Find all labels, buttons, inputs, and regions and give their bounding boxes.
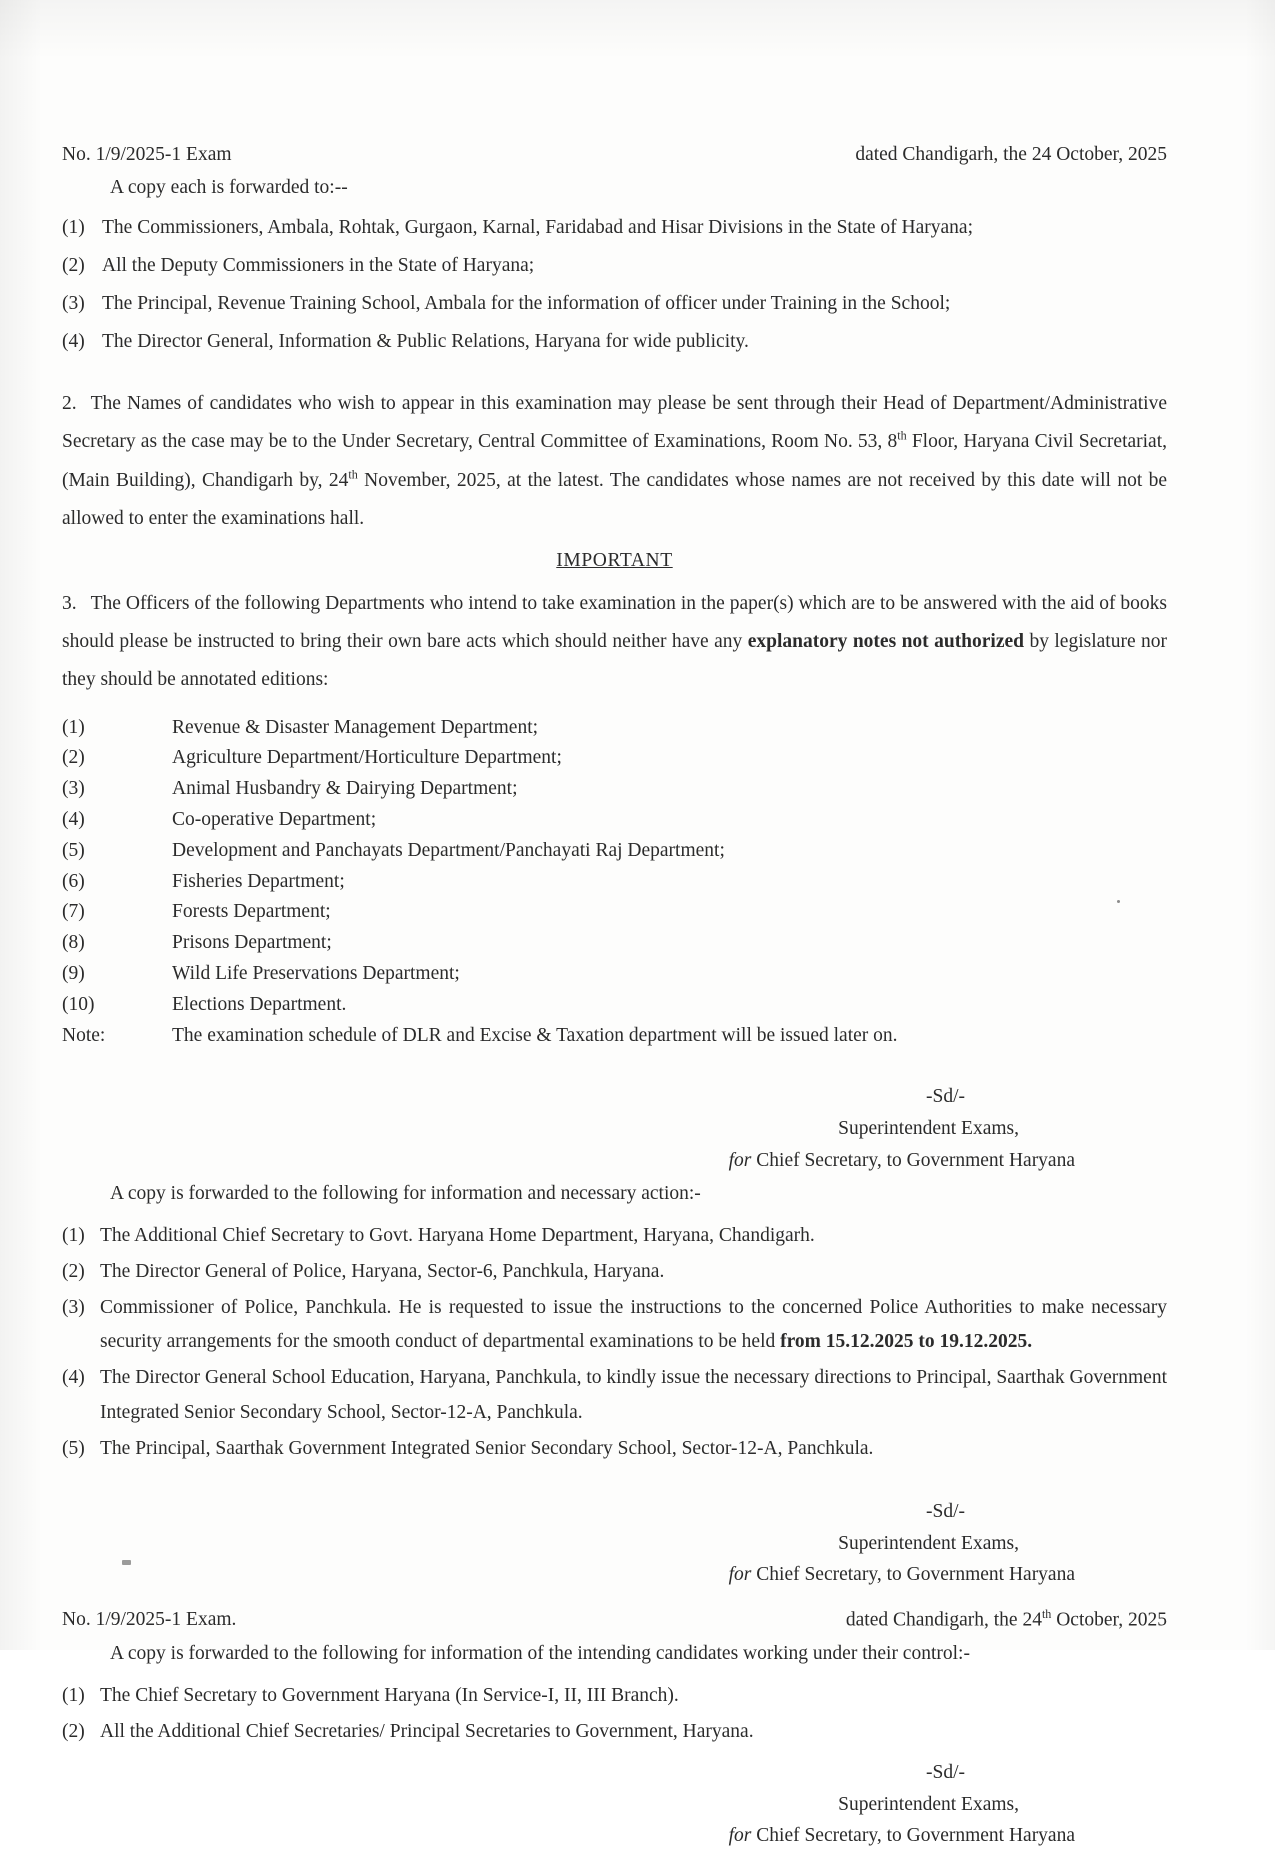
list-text: The Principal, Revenue Training School, Ambala for the information of officer under Training in the School; <box>102 293 951 315</box>
paragraph-2-date-sup: th <box>348 467 358 481</box>
list-item <box>62 1219 1167 1254</box>
list-item <box>62 897 1167 928</box>
paragraph-3-text-b: by legislature nor they should be annotated editions: <box>62 630 1168 690</box>
scan-artifact-dot <box>1117 900 1120 903</box>
list-marker: (5) <box>62 1437 85 1459</box>
list-marker: (2) <box>62 1261 85 1283</box>
paragraph-3-text-a: The Officers of the following Departments who intend to take examination in the paper(s) which are to be answered with the aid of books should please be instructed to bring their own bare acts which should neither have any <box>62 592 1167 652</box>
note-text: The examination schedule of DLR and Excise & Taxation department will be issued later on. <box>172 1024 898 1046</box>
note-row <box>62 1021 1167 1052</box>
header-reference-line <box>62 140 1167 170</box>
department-name: Animal Husbandry & Dairying Department; <box>172 778 518 800</box>
department-name: Forests Department; <box>172 901 331 923</box>
list-marker: (8) <box>62 932 85 954</box>
list-marker: (1) <box>62 1225 85 1247</box>
paragraph-2-floor-ordinal: 8 <box>887 431 898 453</box>
department-name: Fisheries Department; <box>172 870 345 892</box>
signature-sd: -Sd/- <box>926 1086 965 1108</box>
list-item <box>62 990 1167 1021</box>
list-text: The Additional Chief Secretary to Govt. Haryana Home Department, Haryana, Chandigarh. <box>100 1225 815 1247</box>
list-marker: (4) <box>62 809 85 831</box>
exam-dates-bold: from 15.12.2025 to 19.12.2025. <box>780 1331 1033 1353</box>
list-item <box>62 928 1167 959</box>
forwarded-intro-1: A copy each is forwarded to:-- <box>110 177 348 199</box>
list-marker: (4) <box>62 1367 85 1389</box>
department-name: Elections Department. <box>172 993 347 1015</box>
scan-artifact-mark <box>122 1560 131 1565</box>
list-item <box>62 1715 1167 1750</box>
list-marker: (1) <box>62 716 85 738</box>
list-marker: (5) <box>62 839 85 861</box>
date-bottom-rest: October, 2025 <box>1056 1609 1167 1631</box>
paragraph-2-text-c: November, 2025, at the latest. The candidates whose names are not received by this date will not be allowed to enter the examinations hall. <box>62 469 1168 529</box>
paragraph-2-text-b: Floor, Haryana Civil Secretariat, (Main Building), Chandigarh by, <box>62 431 1168 491</box>
paragraph-2-date-ordinal: 24 <box>328 469 349 491</box>
important-heading: IMPORTANT <box>556 549 673 571</box>
list-item <box>62 1291 1167 1360</box>
forwarded-intro-2: A copy is forwarded to the following for information and necessary action:- <box>110 1183 701 1205</box>
forwarded-intro-3: A copy is forwarded to the following for information of the intending candidates working under their control:- <box>110 1642 970 1664</box>
signature-for-rest: Chief Secretary, to Government Haryana <box>756 1149 1075 1171</box>
signature-authority <box>62 1559 1075 1591</box>
list-marker: (3) <box>62 778 85 800</box>
list-text-body: Commissioner of Police, Panchkula. He is requested to issue the instructions to the concerned Police Authorities to make necessary security arrangements for the smooth conduct of departmental examinations to be held <box>100 1296 1167 1353</box>
list-text: All the Deputy Commissioners in the State of Haryana; <box>102 255 535 277</box>
date-bottom-prefix: dated Chandigarh, the <box>845 1609 1018 1631</box>
date-bottom-day: 24 <box>1022 1609 1042 1631</box>
signature-designation: Superintendent Exams, <box>838 1793 1019 1815</box>
signature-sd: -Sd/- <box>926 1501 965 1523</box>
forwarded-list-1 <box>62 209 1167 361</box>
note-label: Note: <box>62 1024 106 1046</box>
paragraph-2-text-a: The Names of candidates who wish to appear in this examination may please be sent through their Head of Department/Administrative Secretary as the case may be to the Under Secretary, Central Committee of Examinations, Room No. 53, <box>62 393 1167 453</box>
department-name: Wild Life Preservations Department; <box>172 963 460 984</box>
list-marker: (1) <box>62 1684 85 1706</box>
signature-sd: -Sd/- <box>926 1762 965 1784</box>
scan-shadow-top <box>0 0 1275 60</box>
signature-block-2 <box>62 1496 1167 1591</box>
scan-shadow-right <box>1245 0 1275 1650</box>
signature-block-1 <box>62 1081 1167 1176</box>
forwarded-list-2 <box>62 1219 1167 1466</box>
department-name: Prisons Department; <box>172 932 332 954</box>
footer-reference-line <box>62 1605 1167 1636</box>
list-item <box>62 836 1167 867</box>
department-name: Co-operative Department; <box>172 809 377 831</box>
list-text <box>100 1291 1167 1360</box>
signature-for-prefix: for <box>728 1825 752 1847</box>
date-line-bottom <box>846 1605 1167 1636</box>
signature-for-prefix: for <box>728 1149 752 1171</box>
list-item <box>62 1255 1167 1290</box>
list-item <box>62 959 1167 990</box>
list-item <box>62 1361 1167 1430</box>
list-text: The Chief Secretary to Government Haryana (In Service-I, II, III Branch). <box>100 1684 679 1706</box>
list-marker: (9) <box>62 963 85 984</box>
scan-shadow-left <box>0 0 42 1650</box>
paragraph-3 <box>62 585 1167 699</box>
paragraph-2-floor-sup: th <box>897 428 907 443</box>
signature-for-rest: Chief Secretary, to Government Haryana <box>756 1564 1075 1586</box>
departments-list <box>62 713 1167 1021</box>
reference-number-top: No. 1/9/2025-1 Exam <box>62 144 232 165</box>
signature-authority <box>62 1145 1075 1177</box>
paragraph-3-bold-phrase: explanatory notes not authorized <box>747 630 1025 652</box>
signature-block-3 <box>62 1757 1167 1852</box>
list-item <box>62 713 1167 744</box>
department-name: Revenue & Disaster Management Department; <box>172 716 539 738</box>
list-marker: (3) <box>62 293 85 315</box>
spacer <box>62 1591 1167 1605</box>
paragraph-2-number: 2. <box>62 393 77 415</box>
signature-designation: Superintendent Exams, <box>838 1117 1019 1139</box>
list-marker: (3) <box>62 1296 85 1318</box>
list-text: The Principal, Saarthak Government Integrated Senior Secondary School, Sector-12-A, Panchkula. <box>100 1437 874 1459</box>
list-item <box>62 247 1167 285</box>
list-text: The Director General of Police, Haryana, Sector-6, Panchkula, Haryana. <box>100 1261 665 1283</box>
reference-number-bottom: No. 1/9/2025-1 Exam. <box>62 1609 237 1631</box>
list-marker: (2) <box>62 747 85 769</box>
list-marker: (2) <box>62 255 85 277</box>
date-bottom-sup: th <box>1041 1606 1052 1621</box>
list-text: All the Additional Chief Secretaries/ Principal Secretaries to Government, Haryana. <box>100 1720 754 1742</box>
department-name: Development and Panchayats Department/Panchayati Raj Department; <box>172 839 725 861</box>
signature-for-rest: Chief Secretary, to Government Haryana <box>756 1825 1075 1847</box>
list-item <box>62 805 1167 836</box>
paragraph-2 <box>62 385 1167 537</box>
list-marker: (2) <box>62 1720 85 1742</box>
list-item <box>62 867 1167 898</box>
signature-for-prefix: for <box>728 1564 752 1586</box>
date-line-top: dated Chandigarh, the 24 October, 2025 <box>855 144 1167 165</box>
department-name: Agriculture Department/Horticulture Department; <box>172 747 562 769</box>
list-marker: (10) <box>62 993 95 1015</box>
list-text: The Director General, Information & Public Relations, Haryana for wide publicity. <box>102 331 749 353</box>
signature-designation: Superintendent Exams, <box>838 1532 1019 1554</box>
forwarded-list-3 <box>62 1679 1167 1749</box>
paragraph-3-number: 3. <box>62 592 77 614</box>
list-item <box>62 1432 1167 1467</box>
list-item <box>62 774 1167 805</box>
list-marker: (4) <box>62 331 85 353</box>
list-text: The Director General School Education, Haryana, Panchkula, to kindly issue the necessary directions to Principal, Saarthak Government Integrated Senior Secondary School, Sector-12-A, Panchkula. <box>100 1367 1167 1423</box>
list-marker: (7) <box>62 901 85 923</box>
list-item <box>62 1679 1167 1714</box>
document-body <box>62 140 1167 1852</box>
list-marker: (6) <box>62 870 85 892</box>
list-item <box>62 743 1167 774</box>
list-marker: (1) <box>62 217 85 239</box>
list-text: The Commissioners, Ambala, Rohtak, Gurgaon, Karnal, Faridabad and Hisar Divisions in the State of Haryana; <box>102 217 974 239</box>
signature-authority <box>62 1820 1075 1852</box>
list-item <box>62 323 1167 361</box>
list-item <box>62 285 1167 323</box>
list-item <box>62 209 1167 247</box>
